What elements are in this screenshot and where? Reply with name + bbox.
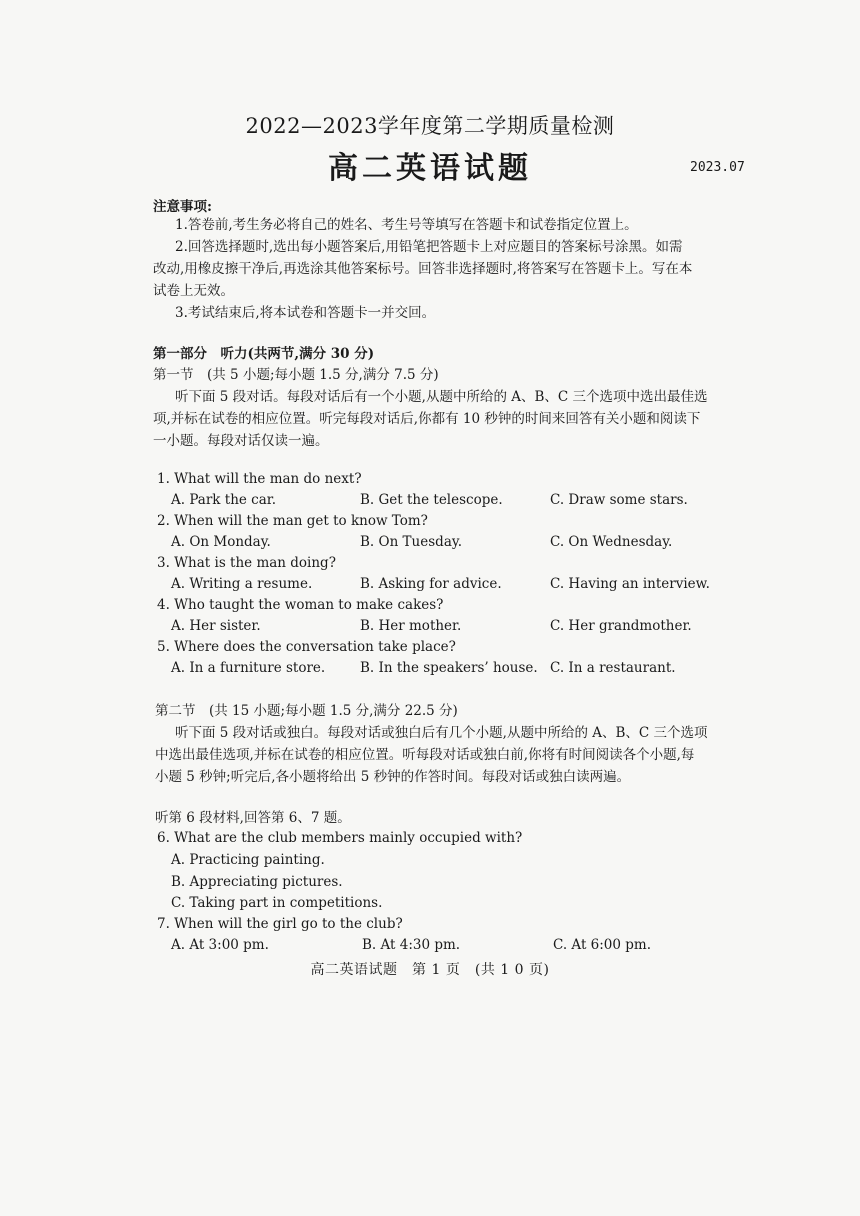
section1-heading: 第一节 (共 5 小题;每小题 1.5 分,满分 7.5 分) <box>153 367 439 383</box>
question-3-option-b: B. Asking for advice. <box>360 576 502 592</box>
question-4-option-a: A. Her sister. <box>171 618 261 634</box>
part1-heading: 第一部分 听力(共两节,满分 30 分) <box>153 346 375 362</box>
material-6-note: 听第 6 段材料,回答第 6、7 题。 <box>155 810 351 826</box>
notice-heading: 注意事项: <box>153 199 212 215</box>
notice-line-3: 改动,用橡皮擦干净后,再选涂其他答案标号。回答非选择题时,将答案写在答题卡上。写在本 <box>153 261 693 277</box>
question-4-option-c: C. Her grandmother. <box>550 618 692 634</box>
question-3-option-c: C. Having an interview. <box>550 576 710 592</box>
question-4-option-b: B. Her mother. <box>360 618 462 634</box>
notice-line-1: 1.答卷前,考生务必将自己的姓名、考生号等填写在答题卡和试卷指定位置上。 <box>175 217 638 233</box>
question-1-option-a: A. Park the car. <box>171 492 277 508</box>
question-6-option-a: A. Practicing painting. <box>171 852 325 868</box>
question-1-option-b: B. Get the telescope. <box>360 492 503 508</box>
question-5-option-b: B. In the speakers’ house. <box>360 660 538 676</box>
question-1-option-c: C. Draw some stars. <box>550 492 688 508</box>
page-footer: 高二英语试题 第 1 页 (共 1 0 页) <box>310 962 550 978</box>
question-7-option-c: C. At 6:00 pm. <box>553 937 652 953</box>
notice-line-4: 试卷上无效。 <box>153 283 234 299</box>
question-2-option-c: C. On Wednesday. <box>550 534 673 550</box>
section2-instruction-2: 中选出最佳选项,并标在试卷的相应位置。听每段对话或独白前,你将有时间阅读各个小题,每 <box>155 747 695 763</box>
question-3-option-a: A. Writing a resume. <box>171 576 313 592</box>
exam-title: 高二英语试题 <box>328 151 532 186</box>
question-1-stem: 1. What will the man do next? <box>157 471 362 487</box>
section1-instruction-3: 一小题。每段对话仅读一遍。 <box>153 433 329 449</box>
question-4-stem: 4. Who taught the woman to make cakes? <box>157 597 444 613</box>
question-6-stem: 6. What are the club members mainly occupied with? <box>157 830 523 846</box>
section2-heading: 第二节 (共 15 小题;每小题 1.5 分,满分 22.5 分) <box>155 703 458 719</box>
question-7-stem: 7. When will the girl go to the club? <box>157 916 403 932</box>
question-7-option-a: A. At 3:00 pm. <box>171 937 269 953</box>
question-7-option-b: B. At 4:30 pm. <box>362 937 461 953</box>
question-3-stem: 3. What is the man doing? <box>157 555 336 571</box>
question-2-option-b: B. On Tuesday. <box>360 534 462 550</box>
question-5-option-a: A. In a furniture store. <box>171 660 326 676</box>
notice-line-2: 2.回答选择题时,选出每小题答案后,用铅笔把答题卡上对应题目的答案标号涂黑。如需 <box>175 239 683 255</box>
notice-line-5: 3.考试结束后,将本试卷和答题卡一并交回。 <box>175 305 436 321</box>
section2-instruction-1: 听下面 5 段对话或独白。每段对话或独白后有几个小题,从题中所给的 A、B、C 三个选项 <box>175 725 708 741</box>
section1-instruction-2: 项,并标在试卷的相应位置。听完每段对话后,你都有 10 秒钟的时间来回答有关小题和阅读下 <box>153 411 701 427</box>
question-6-option-b: B. Appreciating pictures. <box>171 874 343 890</box>
question-5-stem: 5. Where does the conversation take place? <box>157 639 456 655</box>
question-2-option-a: A. On Monday. <box>171 534 271 550</box>
question-5-option-c: C. In a restaurant. <box>550 660 676 676</box>
section1-instruction-1: 听下面 5 段对话。每段对话后有一个小题,从题中所给的 A、B、C 三个选项中选出最佳选 <box>175 389 708 405</box>
school-year-heading: 2022—2023学年度第二学期质量检测 <box>245 114 615 138</box>
exam-date: 2023.07 <box>690 160 745 175</box>
question-6-option-c: C. Taking part in competitions. <box>171 895 383 911</box>
section2-instruction-3: 小题 5 秒钟;听完后,各小题将给出 5 秒钟的作答时间。每段对话或独白读两遍。 <box>155 769 631 785</box>
question-2-stem: 2. When will the man get to know Tom? <box>157 513 428 529</box>
